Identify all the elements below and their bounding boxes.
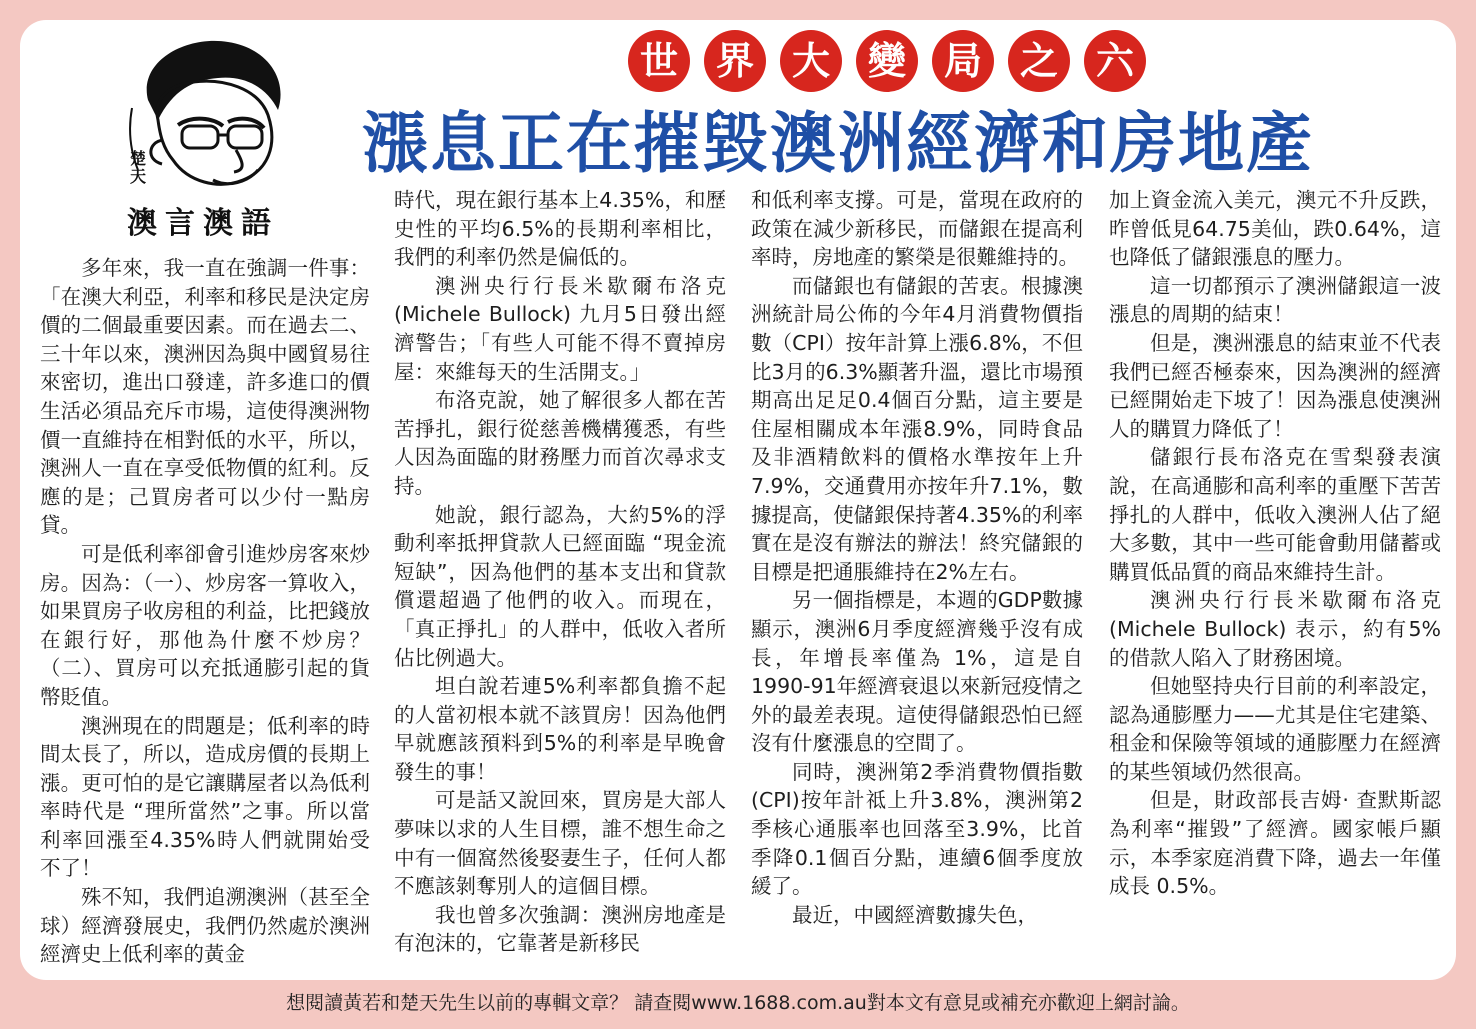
paragraph: 而儲銀也有儲銀的苦衷。根據澳洲統計局公佈的今年4月消費物價指數（CPI）按年計算上漲6.8%，不但比3月的6.3%顯著升溫，還比市場預期高出足足0.4個百分點，這主要是住屋相關成本年漲8.9%，同時食品及非酒精飲料的價格水準按年上升7.9%，交通費用亦按年升7.1%，數據提高，使儲銀保持著4.35%的利率實在是沒有辦法的辦法！終究儲銀的目標是把通脹維持在2%左右。 [751, 273, 1083, 584]
paragraph: 澳洲央行行長米歇爾布洛克(Michele Bullock) 表示，約有5% 的借款人陷入了財務困境。 [1109, 588, 1441, 670]
paragraph: 但是，財政部長吉姆· 查默斯認為利率“摧毀”了經濟。國家帳戶顯示，本季家庭消費下降，過去一年僅成長 0.5%。 [1109, 788, 1441, 899]
paragraph: 多年來，我一直在強調一件事：「在澳大利亞，利率和移民是決定房價的二個最重要因素。而在過去二、三十年以來，澳洲因為與中國貿易往來密切，進出口發達，許多進口的價生活必須品充斥市場，這使得澳洲物價一直維持在相對低的水平，所以，澳洲人一直在享受低物價的紅利。反應的是；己買房者可以少付一點房貸。 [40, 256, 370, 538]
paragraph: 另一個指標是，本週的GDP數據顯示，澳洲6月季度經濟幾乎沒有成長，年增長率僅為 1%，這是自1990-91年經濟衰退以來新冠疫情之外的最差表現。這使得儲銀恐怕已經沒有什麼漲息的空間了。 [751, 588, 1083, 756]
paragraph: 儲銀行長布洛克在雪梨發表演說，在高通膨和高利率的重壓下苦苦掙扎的人群中，低收入澳洲人佔了絕大多數，其中一些可能會動用儲蓄或購買低品質的商品來維持生計。 [1109, 445, 1441, 584]
paragraph: 可是話又說回來，買房是大部人夢味以求的人生目標，誰不想生命之中有一個窩然後娶妻生子，任何人都不應該剝奪別人的這個目標。 [394, 788, 726, 899]
series-title [628, 30, 1146, 94]
paragraph: 澳洲現在的問題是；低利率的時間太長了，所以，造成房價的長期上漲。更可怕的是它讓購屋者以為低利率時代是 “理所當然”之事。所以當利率回漲至4.35%時人們就開始受不了！ [40, 713, 370, 881]
body-column-2 [394, 186, 726, 958]
series-title-char: 局 [932, 30, 994, 92]
body-column-3 [751, 186, 1083, 929]
series-title-char: 六 [1084, 30, 1146, 92]
paragraph: 可是低利率卻會引進炒房客來炒房。因為：（一）、炒房客一算收入，如果買房子收房租的利益，比把錢放在銀行好，那他為什麼不炒房？（二）、買房可以充抵通膨引起的貨幣貶值。 [40, 541, 370, 709]
paragraph: 但是，澳洲漲息的結束並不代表我們已經否極泰來，因為澳洲的經濟已經開始走下坡了！因為漲息使澳洲人的購買力降低了！ [1109, 330, 1441, 441]
paragraph: 布洛克說，她了解很多人都在苦苦掙扎，銀行從慈善機構獲悉，有些人因為面臨的財務壓力而首次尋求支持。 [394, 388, 726, 498]
series-title-char: 世 [628, 30, 690, 92]
paragraph: 澳洲央行行長米歇爾布洛克(Michele Bullock) 九月5日發出經濟警告；「有些人可能不得不賣掉房屋：來維每天的生活開支。」 [394, 273, 726, 384]
series-title-char: 界 [704, 30, 766, 92]
body-column-1 [40, 254, 370, 969]
column-name: 澳言澳語 [127, 206, 279, 241]
paragraph: 我也曾多次強調：澳洲房地產是有泡沫的，它靠著是新移民 [394, 902, 726, 956]
series-title-char: 大 [780, 30, 842, 92]
paragraph: 加上資金流入美元，澳元不升反跌，昨曾低見64.75美仙，跌0.64%，這也降低了儲銀漲息的壓力。 [1109, 188, 1441, 270]
body-column-4 [1109, 186, 1441, 901]
paragraph: 但她堅持央行目前的利率設定，認為通膨壓力——尤其是住宅建築、租金和保險等領域的通膨壓力在經濟的某些領域仍然很高。 [1109, 674, 1441, 784]
paragraph: 和低利率支撐。可是，當現在政府的政策在減少新移民，而儲銀在提高利率時，房地產的繁榮是很難維持的。 [751, 188, 1083, 270]
paragraph: 時代，現在銀行基本上4.35%，和歷史性的平均6.5%的長期利率相比，我們的利率仍然是偏低的。 [394, 188, 726, 270]
paragraph: 這一切都預示了澳洲儲銀這一波漲息的周期的結束！ [1109, 273, 1441, 327]
paragraph: 同時，澳洲第2季消費物價指數(CPI)按年計祗上升3.8%，澳洲第2季核心通脹率也回落至3.9%，比首季降0.1個百分點，連續6個季度放緩了。 [751, 759, 1083, 899]
paragraph: 她說，銀行認為，大約5%的浮動利率抵押貸款人已經面臨 “現金流短缺”，因為他們的基本支出和貸款償還超過了他們的收入。而現在，「真正掙扎」的人群中，低收入者所佔比例過大。 [394, 502, 726, 670]
series-title-char: 之 [1008, 30, 1070, 92]
paragraph: 坦白說若連5%利率都負擔不起的人當初根本就不該買房！因為他們早就應該預料到5%的利率是早晚會發生的事！ [394, 674, 726, 784]
footer-note: 想閱讀黃若和楚天先生以前的專輯文章？ 請查閱www.1688.com.au對本文有意見或補充亦歡迎上網討論。 [286, 992, 1190, 1014]
author-signature: 楚天 [130, 149, 147, 186]
headline: 漲息正在摧毀澳洲經濟和房地產 [362, 105, 1314, 182]
paragraph: 殊不知，我們追溯澳洲（甚至全球）經濟發展史，我們仍然處於澳洲經濟史上低利率的黃金 [40, 885, 370, 967]
series-title-char: 變 [856, 30, 918, 92]
paragraph: 最近，中國經濟數據失色， [792, 902, 1038, 927]
